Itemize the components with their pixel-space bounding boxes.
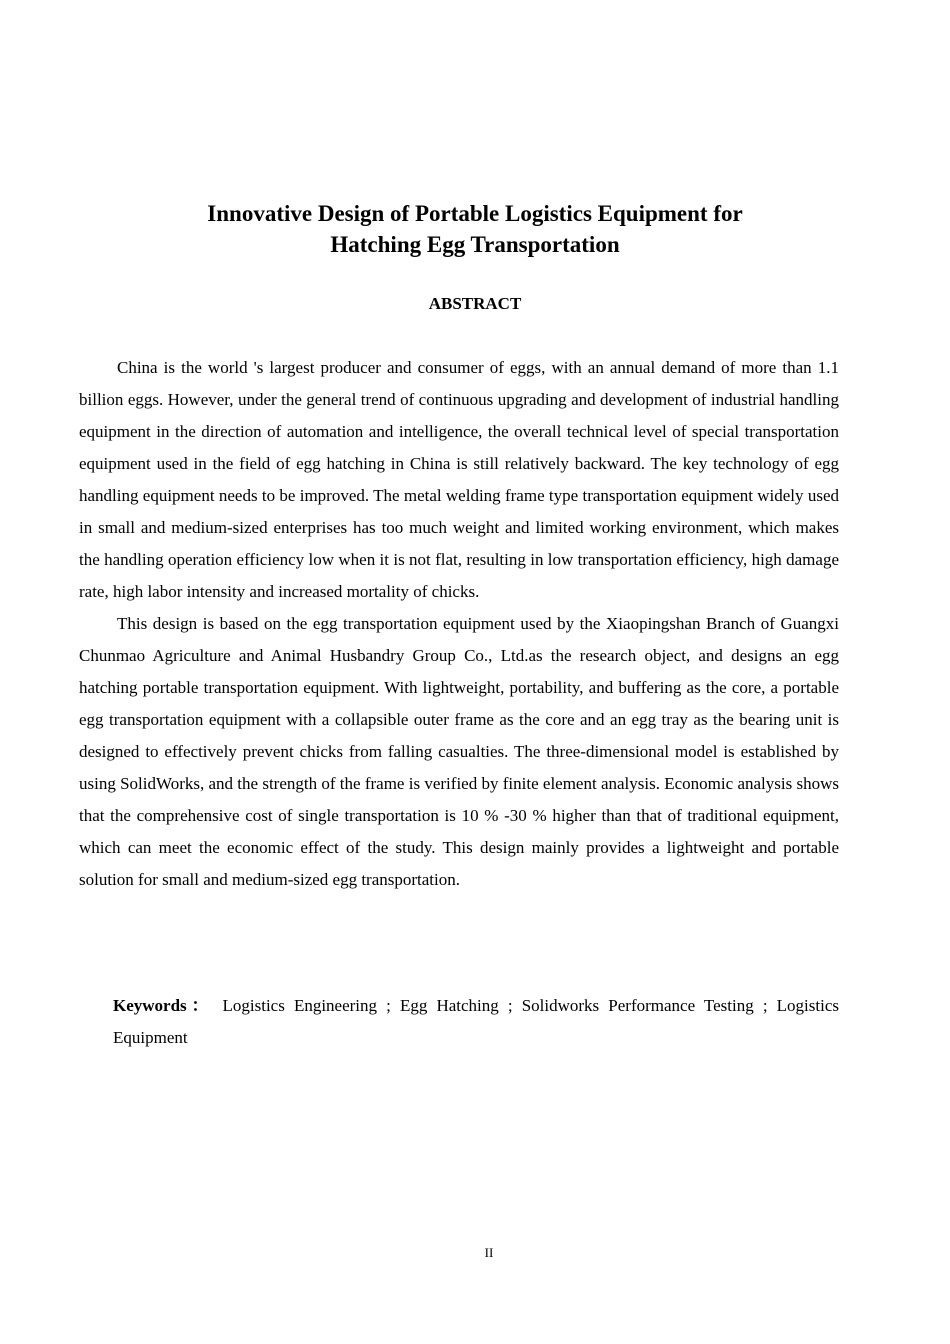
paper-title-line-2: Hatching Egg Transportation: [330, 232, 620, 257]
paper-title-line-1: Innovative Design of Portable Logistics Equipment for: [207, 201, 743, 226]
paper-title: [100, 198, 850, 260]
keywords-line: [113, 990, 839, 1054]
abstract-paragraph-2: This design is based on the egg transportation equipment used by the Xiaopingshan Branch of Guangxi Chunmao Agriculture and Animal Husbandry Group Co., Ltd.as the research object, and designs an egg hatching portable transportation equipment. With lightweight, portability, and buffering as the core, a portable egg transportation equipment with a collapsible outer frame as the core and an egg tray as the bearing unit is designed to effectively prevent chicks from falling casualties. The three-dimensional model is established by using SolidWorks, and the strength of the frame is verified by finite element analysis. Economic analysis shows that the comprehensive cost of single transportation is 10 % -30 % higher than that of traditional equipment, which can meet the economic effect of the study. This design mainly provides a lightweight and portable solution for small and medium-sized egg transportation.: [79, 614, 839, 889]
abstract-body: [79, 352, 839, 896]
page-number: II: [484, 1245, 494, 1260]
abstract-paragraph-1: China is the world 's largest producer and consumer of eggs, with an annual demand of more than 1.1 billion eggs. However, under the general trend of continuous upgrading and development of industrial handling equipment in the direction of automation and intelligence, the overall technical level of special transportation equipment used in the field of egg hatching in China is still relatively backward. The key technology of egg handling equipment needs to be improved. The metal welding frame type transportation equipment widely used in small and medium-sized enterprises has too much weight and limited working environment, which makes the handling operation efficiency low when it is not flat, resulting in low transportation efficiency, high damage rate, high labor intensity and increased mortality of chicks.: [79, 358, 839, 601]
abstract-heading: ABSTRACT: [428, 294, 522, 313]
keywords-text: Logistics Engineering ; Egg Hatching ; Solidworks Performance Testing ; Logistics Equipment: [113, 996, 839, 1047]
keywords-label: Keywords：: [113, 996, 214, 1015]
